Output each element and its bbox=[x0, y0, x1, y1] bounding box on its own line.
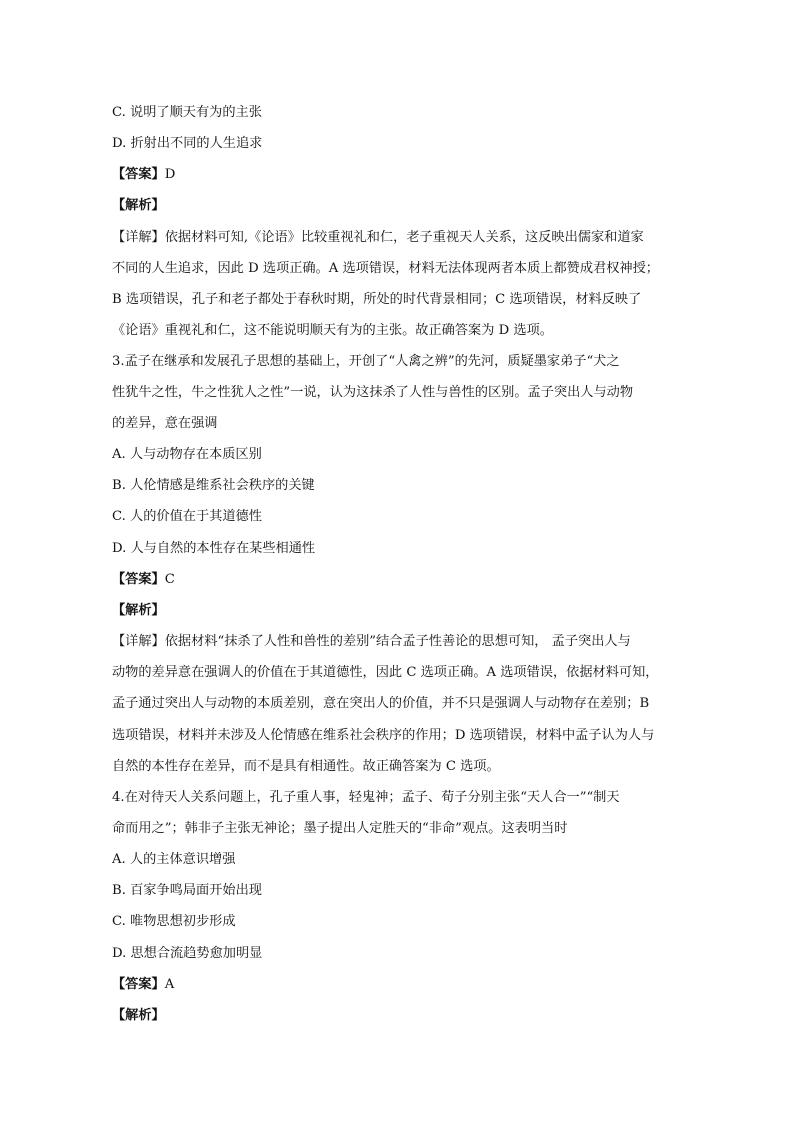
q3-option-b: B. 人伦情感是维系社会秩序的关键 bbox=[112, 478, 315, 493]
q3-detail-line: 孟子通过突出人与动物的本质差别，意在突出人的价值，并不只是强调人与动物存在差别；B bbox=[112, 696, 650, 711]
q2-option-d: D. 折射出不同的人生追求 bbox=[112, 136, 263, 151]
answer-label: 【答案】 bbox=[112, 167, 165, 182]
answer-value: A bbox=[164, 977, 175, 992]
q2-answer bbox=[112, 166, 692, 184]
q2-detail-line: B 选项错误，孔子和老子都处于春秋时期，所处的时代背景相同；C 选项错误，材料反映了 bbox=[112, 292, 642, 307]
q4-option-b: B. 百家争鸣局面开始出现 bbox=[112, 883, 262, 898]
q3-stem-line: 的差异，意在强调 bbox=[112, 416, 218, 431]
q3-detail-line: 动物的差异意在强调人的价值在于其道德性，因此 C 选项正确。A 选项错误，依据材料可知， bbox=[112, 665, 659, 680]
q2-detail-line: 【详解】依据材料可知,《论语》比较重视礼和仁，老子重视天人关系，这反映出儒家和道家 bbox=[112, 230, 644, 245]
q2-detail-line: 不同的人生追求，因此 D 选项正确。A 选项错误，材料无法体现两者本质上都赞成君权神授； bbox=[112, 261, 659, 276]
q2-option-c: C. 说明了顺天有为的主张 bbox=[112, 105, 262, 120]
q3-answer bbox=[112, 571, 692, 589]
q4-option-d: D. 思想合流趋势愈加明显 bbox=[112, 946, 263, 961]
q4-option-c: C. 唯物思想初步形成 bbox=[112, 914, 236, 929]
answer-label: 【答案】 bbox=[112, 977, 165, 992]
q4-answer bbox=[112, 976, 692, 994]
q3-detail-line: 自然的本性存在差异，而不是具有相通性。故正确答案为 C 选项。 bbox=[112, 759, 500, 774]
answer-value: C bbox=[164, 572, 175, 587]
q3-option-a: A. 人与动物存在本质区别 bbox=[112, 447, 262, 462]
q4-option-a: A. 人的主体意识增强 bbox=[112, 852, 236, 867]
answer-value: D bbox=[164, 167, 176, 182]
q3-stem-line: 性犹牛之性，牛之性犹人之性”一说，认为这抹杀了人性与兽性的区别。孟子突出人与动物 bbox=[112, 385, 634, 400]
q3-option-d: D. 人与自然的本性存在某些相通性 bbox=[112, 541, 316, 556]
q4-stem-line: 命而用之”；韩非子主张无神论；墨子提出人定胜天的“非命”观点。这表明当时 bbox=[112, 821, 568, 836]
q3-option-c: C. 人的价值在于其道德性 bbox=[112, 509, 262, 524]
q3-detail-line: 选项错误，材料并未涉及人伦情感在维系社会秩序的作用；D 选项错误，材料中孟子认为人与 bbox=[112, 728, 655, 743]
q4-stem-line: 4.在对待天人关系问题上，孔子重人事，轻鬼神；孟子、荀子分别主张“天人合一”“制天 bbox=[112, 790, 620, 805]
answer-label: 【答案】 bbox=[112, 572, 165, 587]
q3-stem-line: 3.孟子在继承和发展孔子思想的基础上，开创了“人禽之辨”的先河，质疑墨家弟子“犬之 bbox=[112, 354, 620, 369]
q2-analysis-label: 【解析】 bbox=[112, 198, 165, 213]
q3-analysis-label: 【解析】 bbox=[112, 603, 165, 618]
q3-detail-line: 【详解】依据材料“抹杀了人性和兽性的差别”结合孟子性善论的思想可知， 孟子突出人与 bbox=[112, 634, 631, 649]
q2-detail-line: 《论语》重视礼和仁，这不能说明顺天有为的主张。故正确答案为 D 选项。 bbox=[112, 323, 553, 338]
q4-analysis-label: 【解析】 bbox=[112, 1008, 165, 1023]
